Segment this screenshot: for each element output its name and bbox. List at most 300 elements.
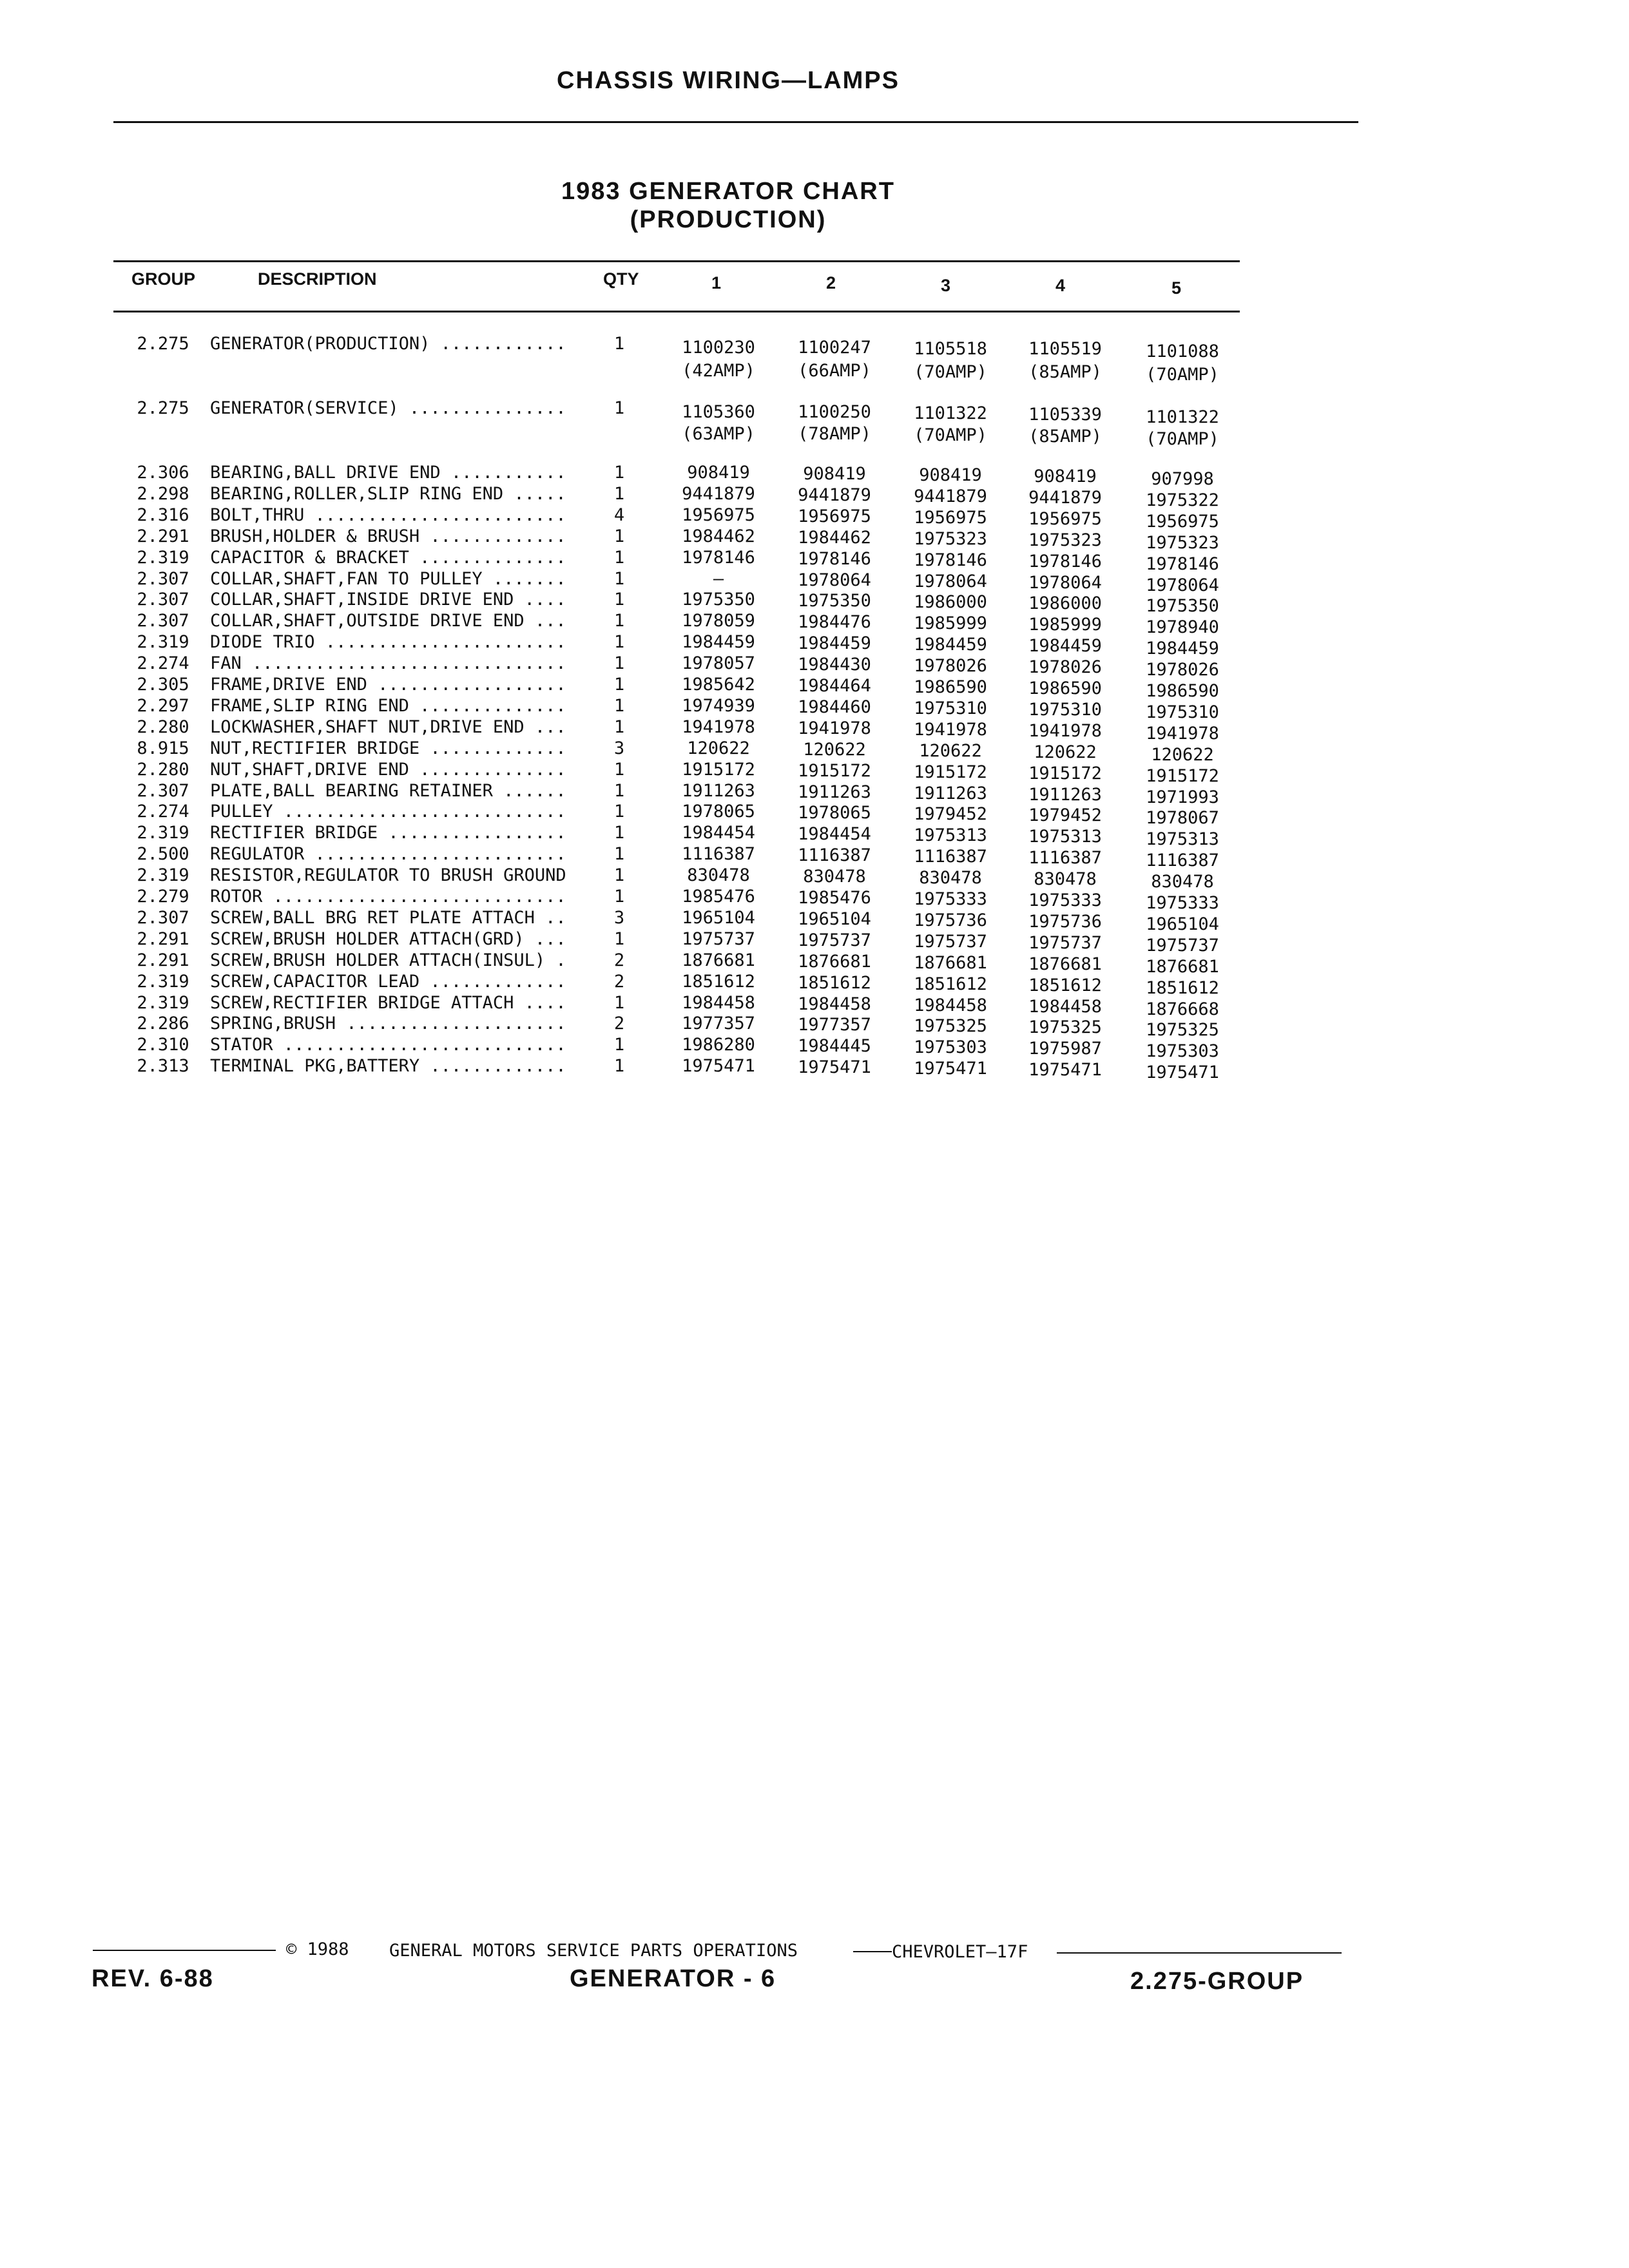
part-cell: 1956975 — [914, 508, 987, 528]
part-cell: 1984458 — [1028, 997, 1102, 1017]
part-cell: 120622 — [1151, 745, 1214, 765]
table-row — [0, 675, 1456, 701]
table-row — [0, 569, 1456, 595]
qty-cell: 1 — [613, 548, 625, 568]
table-row — [0, 1056, 1456, 1082]
table-row — [0, 696, 1456, 722]
part-cell: 1101088 — [1146, 341, 1219, 361]
chart-title-line2: (PRODUCTION) — [630, 206, 827, 233]
qty-cell: 1 — [613, 463, 625, 483]
qty-cell: 3 — [613, 908, 625, 928]
qty-cell: 3 — [613, 738, 625, 758]
table-row — [0, 653, 1456, 680]
part-cell: 1101322 — [1146, 407, 1219, 427]
qty-cell: 1 — [613, 632, 625, 652]
table-row — [0, 717, 1456, 744]
qty-cell: 1 — [613, 334, 625, 354]
part-cell: 1956975 — [1028, 509, 1102, 529]
group-cell: 2.319 — [137, 823, 189, 843]
amp-cell: (42AMP) — [682, 361, 755, 381]
qty-cell: 1 — [613, 696, 625, 716]
description-cell: COLLAR,SHAFT,FAN TO PULLEY ....... — [210, 569, 566, 589]
part-cell: 1971993 — [1146, 787, 1219, 807]
group-cell: 2.307 — [137, 908, 189, 928]
part-cell: 907998 — [1151, 469, 1214, 489]
part-cell: 908419 — [1034, 466, 1097, 486]
part-cell: 1941978 — [1146, 724, 1219, 744]
qty-cell: 1 — [613, 844, 625, 864]
footer-chevrolet: CHEVROLET—17F — [892, 1942, 1028, 1962]
qty-cell: 1 — [613, 1035, 625, 1055]
amp-cell: (70AMP) — [914, 425, 987, 445]
table-row — [0, 844, 1456, 870]
group-cell: 2.319 — [137, 993, 189, 1013]
footer-page-title: GENERATOR - 6 — [570, 1965, 776, 1992]
description-cell: PLATE,BALL BEARING RETAINER ...... — [210, 781, 566, 801]
amp-cell: (63AMP) — [682, 424, 755, 444]
chart-title-line1: 1983 GENERATOR CHART — [561, 178, 895, 205]
part-cell: 1975350 — [682, 590, 755, 610]
description-cell: RESISTOR,REGULATOR TO BRUSH GROUND — [210, 865, 566, 885]
part-cell: 1851612 — [682, 972, 755, 992]
part-cell: 1116387 — [1146, 850, 1219, 870]
part-cell: 1116387 — [798, 845, 871, 865]
part-cell: 1984459 — [798, 633, 871, 653]
part-cell: 1984476 — [798, 612, 871, 632]
group-cell: 2.274 — [137, 653, 189, 673]
qty-cell: 1 — [613, 398, 625, 418]
part-cell: 1986280 — [682, 1035, 755, 1055]
part-cell: 1975313 — [914, 825, 987, 845]
part-cell: 1975333 — [1146, 893, 1219, 913]
column-header-1: 1 — [711, 273, 722, 293]
description-cell: NUT,RECTIFIER BRIDGE ............. — [210, 738, 566, 758]
qty-cell: 1 — [613, 823, 625, 843]
qty-cell: 1 — [613, 569, 625, 589]
description-cell: FRAME,SLIP RING END .............. — [210, 696, 566, 716]
table-row — [0, 929, 1456, 956]
part-cell: 1975310 — [1146, 702, 1219, 722]
amp-cell: (70AMP) — [1146, 429, 1219, 449]
part-cell: 1915172 — [798, 761, 871, 781]
table-row — [0, 1035, 1456, 1061]
part-cell: 1116387 — [682, 844, 755, 864]
amp-cell: (66AMP) — [798, 361, 871, 381]
part-cell: 1975323 — [914, 529, 987, 549]
qty-cell: 1 — [613, 675, 625, 695]
part-cell: 1984454 — [798, 824, 871, 844]
part-cell: 1975322 — [1146, 490, 1219, 510]
group-cell: 2.291 — [137, 929, 189, 949]
part-cell: 830478 — [919, 868, 982, 888]
part-cell: 1978067 — [1146, 808, 1219, 828]
description-cell: BOLT,THRU ........................ — [210, 505, 566, 525]
qty-cell: 2 — [613, 972, 625, 992]
table-row — [0, 972, 1456, 998]
part-cell: 1978026 — [1028, 657, 1102, 677]
part-cell: 1105360 — [682, 402, 755, 422]
part-cell: 1984464 — [798, 676, 871, 696]
part-cell: 1975303 — [914, 1037, 987, 1057]
part-cell: 1984458 — [798, 994, 871, 1014]
part-cell: 1984459 — [1146, 639, 1219, 658]
table-row — [0, 526, 1456, 553]
description-cell: GENERATOR(SERVICE) ............... — [210, 398, 566, 418]
part-cell: 1979452 — [1028, 805, 1102, 825]
part-cell: 1986590 — [1146, 681, 1219, 701]
part-cell: 1978064 — [1146, 575, 1219, 595]
part-cell: 1941978 — [914, 720, 987, 740]
group-cell: 2.319 — [137, 548, 189, 568]
part-cell: 1978940 — [1146, 617, 1219, 637]
group-cell: 2.310 — [137, 1035, 189, 1055]
table-row — [0, 865, 1456, 892]
description-cell: CAPACITOR & BRACKET .............. — [210, 548, 566, 568]
amp-cell: (85AMP) — [1028, 362, 1102, 382]
table-row — [0, 760, 1456, 786]
part-cell: 830478 — [1034, 869, 1097, 889]
description-cell: SCREW,BALL BRG RET PLATE ATTACH .. — [210, 908, 566, 928]
part-cell: 1985476 — [682, 887, 755, 907]
part-cell: 1986000 — [914, 592, 987, 612]
table-row — [0, 781, 1456, 807]
part-cell: 1984445 — [798, 1036, 871, 1056]
table-row — [0, 950, 1456, 977]
group-cell: 2.291 — [137, 526, 189, 546]
table-row — [0, 1014, 1456, 1040]
table-row — [0, 802, 1456, 828]
column-header-qty: QTY — [603, 269, 639, 289]
group-cell: 2.274 — [137, 802, 189, 822]
table-row — [0, 484, 1456, 510]
part-cell: 1986000 — [1028, 593, 1102, 613]
description-cell: GENERATOR(PRODUCTION) ............ — [210, 334, 566, 354]
part-cell: 1975471 — [682, 1056, 755, 1076]
part-cell: 120622 — [687, 738, 750, 758]
part-cell: 830478 — [687, 865, 750, 885]
group-cell: 2.319 — [137, 865, 189, 885]
amp-cell: (70AMP) — [1146, 365, 1219, 385]
description-cell: SCREW,CAPACITOR LEAD ............. — [210, 972, 566, 992]
footer-rule-right — [1057, 1952, 1342, 1954]
part-cell: 1985999 — [914, 613, 987, 633]
footer-group-ref: 2.275-GROUP — [1130, 1968, 1304, 1995]
part-cell: 1101322 — [914, 403, 987, 423]
part-cell: 1978064 — [798, 570, 871, 590]
part-cell: 1975303 — [1146, 1041, 1219, 1061]
description-cell: FRAME,DRIVE END .................. — [210, 675, 566, 695]
group-cell: 2.298 — [137, 484, 189, 504]
part-cell: 1975325 — [1028, 1017, 1102, 1037]
part-cell: 1975737 — [1028, 933, 1102, 953]
table-row — [0, 548, 1456, 574]
part-cell: 1915172 — [1028, 764, 1102, 783]
part-cell: 1977357 — [682, 1014, 755, 1033]
amp-cell: (78AMP) — [798, 424, 871, 444]
part-cell: 120622 — [803, 740, 866, 760]
part-cell: 1978146 — [682, 548, 755, 568]
part-cell: 1975313 — [1028, 827, 1102, 847]
part-cell: 1978146 — [1028, 552, 1102, 572]
description-cell: ROTOR ............................ — [210, 887, 566, 907]
table-row — [0, 505, 1456, 532]
part-cell: 908419 — [803, 464, 866, 484]
page-header-title: CHASSIS WIRING—LAMPS — [557, 67, 900, 94]
description-cell: NUT,SHAFT,DRIVE END .............. — [210, 760, 566, 780]
part-cell: 120622 — [919, 741, 982, 761]
group-cell: 2.313 — [137, 1056, 189, 1076]
part-cell: 1978146 — [1146, 554, 1219, 574]
part-cell: 830478 — [803, 867, 866, 887]
qty-cell: 1 — [613, 760, 625, 780]
part-cell: 1116387 — [1028, 848, 1102, 868]
part-cell: 1915172 — [1146, 766, 1219, 786]
qty-cell: 2 — [613, 950, 625, 970]
part-cell: 1978026 — [1146, 660, 1219, 680]
footer-publisher: GENERAL MOTORS SERVICE PARTS OPERATIONS — [389, 1941, 798, 1961]
part-cell: 1978065 — [682, 802, 755, 822]
part-cell: 1100230 — [682, 338, 755, 358]
part-cell: 1975471 — [1146, 1062, 1219, 1082]
part-cell: 1984462 — [682, 526, 755, 546]
part-cell: 1975737 — [682, 929, 755, 949]
footer-revision: REV. 6-88 — [92, 1965, 214, 1992]
description-cell: TERMINAL PKG,BATTERY ............. — [210, 1056, 566, 1076]
column-header-5: 5 — [1171, 278, 1182, 298]
part-cell: 1975323 — [1028, 530, 1102, 550]
part-cell: 1975737 — [914, 932, 987, 952]
part-cell: 1941978 — [798, 718, 871, 738]
description-cell: LOCKWASHER,SHAFT NUT,DRIVE END ... — [210, 717, 566, 737]
part-cell: 1105519 — [1028, 339, 1102, 359]
table-row-generator-service — [0, 398, 1456, 427]
column-header-description: DESCRIPTION — [258, 269, 377, 289]
group-cell: 2.500 — [137, 844, 189, 864]
part-cell: 1978146 — [914, 550, 987, 570]
group-cell: 2.286 — [137, 1014, 189, 1033]
part-cell: 1965104 — [1146, 914, 1219, 934]
part-cell: 1911263 — [798, 782, 871, 802]
part-cell: 1978057 — [682, 653, 755, 673]
description-cell: RECTIFIER BRIDGE ................. — [210, 823, 566, 843]
qty-cell: 2 — [613, 1014, 625, 1033]
part-cell: 1911263 — [1028, 785, 1102, 805]
part-cell: 1975471 — [1028, 1060, 1102, 1080]
group-cell: 2.307 — [137, 781, 189, 801]
table-top-rule — [113, 260, 1240, 262]
part-cell: 120622 — [1034, 742, 1097, 762]
group-cell: 2.319 — [137, 972, 189, 992]
table-row-generator-production — [0, 334, 1456, 361]
table-row — [0, 993, 1456, 1019]
table-row — [0, 823, 1456, 849]
part-cell: 1975471 — [914, 1059, 987, 1079]
description-cell: COLLAR,SHAFT,OUTSIDE DRIVE END ... — [210, 611, 566, 631]
qty-cell: 1 — [613, 653, 625, 673]
description-cell: SCREW,BRUSH HOLDER ATTACH(INSUL) . — [210, 950, 566, 970]
part-cell: 1911263 — [914, 783, 987, 803]
part-cell: 1975325 — [1146, 1020, 1219, 1040]
group-cell: 2.279 — [137, 887, 189, 907]
footer-rule-left — [93, 1950, 276, 1951]
part-cell: 830478 — [1151, 872, 1214, 892]
amp-cell: (70AMP) — [914, 362, 987, 382]
qty-cell: 1 — [613, 781, 625, 801]
part-cell: 1915172 — [914, 762, 987, 782]
group-cell: 2.307 — [137, 569, 189, 589]
part-cell: 908419 — [919, 465, 982, 485]
part-cell: 1975333 — [914, 889, 987, 909]
column-header-2: 2 — [826, 273, 836, 293]
column-header-group: GROUP — [131, 269, 196, 289]
part-cell: 1985476 — [798, 888, 871, 908]
part-cell: 1911263 — [682, 781, 755, 801]
qty-cell: 1 — [613, 887, 625, 907]
part-cell: 1956975 — [1146, 512, 1219, 532]
table-row-generator-production-amps — [0, 361, 1456, 385]
group-cell: 2.307 — [137, 611, 189, 631]
qty-cell: 4 — [613, 505, 625, 525]
part-cell: 1975350 — [798, 591, 871, 611]
qty-cell: 1 — [613, 929, 625, 949]
description-cell: SPRING,BRUSH ..................... — [210, 1014, 566, 1033]
part-cell: 1985999 — [1028, 615, 1102, 635]
part-cell: 1978065 — [798, 803, 871, 823]
part-cell: 1965104 — [682, 908, 755, 928]
part-cell: 9441879 — [798, 485, 871, 505]
part-cell: 1978064 — [914, 572, 987, 591]
part-cell: 908419 — [687, 463, 750, 483]
part-cell: 1975737 — [1146, 936, 1219, 956]
part-cell: 1975333 — [1028, 890, 1102, 910]
part-cell: 1986590 — [914, 677, 987, 697]
part-cell: 1975313 — [1146, 829, 1219, 849]
part-cell: 1876681 — [682, 950, 755, 970]
part-cell: 1986590 — [1028, 678, 1102, 698]
description-cell: DIODE TRIO ....................... — [210, 632, 566, 652]
group-cell: 2.291 — [137, 950, 189, 970]
part-cell: 1974939 — [682, 696, 755, 716]
part-cell: 1956975 — [682, 505, 755, 525]
group-cell: 2.306 — [137, 463, 189, 483]
qty-cell: 1 — [613, 802, 625, 822]
group-cell: 2.305 — [137, 675, 189, 695]
table-row — [0, 632, 1456, 658]
footer-copyright: © 1988 — [286, 1939, 349, 1959]
part-cell: 1978026 — [914, 656, 987, 676]
part-cell: 1977357 — [798, 1015, 871, 1035]
part-cell: 1975737 — [798, 930, 871, 950]
qty-cell: 1 — [613, 484, 625, 504]
part-cell: 1975310 — [914, 698, 987, 718]
part-cell: 1985642 — [682, 675, 755, 695]
table-row — [0, 590, 1456, 616]
part-cell: 1978064 — [1028, 573, 1102, 593]
qty-cell: 1 — [613, 1056, 625, 1076]
part-cell: 1876681 — [1146, 957, 1219, 977]
description-cell: BEARING,BALL DRIVE END ........... — [210, 463, 566, 483]
group-cell: 2.297 — [137, 696, 189, 716]
part-cell: 1984458 — [914, 995, 987, 1015]
description-cell: BEARING,ROLLER,SLIP RING END ..... — [210, 484, 566, 504]
qty-cell: 1 — [613, 526, 625, 546]
part-cell: 1984459 — [914, 635, 987, 655]
footer-rule-mid — [853, 1951, 892, 1952]
part-cell: 1978059 — [682, 611, 755, 631]
part-cell: 1975987 — [1028, 1039, 1102, 1059]
column-header-4: 4 — [1055, 276, 1066, 295]
description-cell: PULLEY ........................... — [210, 802, 566, 822]
part-cell: 1876681 — [914, 953, 987, 973]
part-cell: 1975310 — [1028, 700, 1102, 720]
group-cell: 2.307 — [137, 590, 189, 610]
part-cell: 1851612 — [798, 973, 871, 993]
header-rule — [113, 121, 1358, 123]
part-cell: 1851612 — [914, 974, 987, 994]
part-cell: 1984462 — [798, 528, 871, 548]
group-cell: 2.275 — [137, 398, 189, 418]
amp-cell: (85AMP) — [1028, 427, 1102, 447]
table-header-rule — [113, 311, 1240, 312]
description-cell: BRUSH,HOLDER & BRUSH ............. — [210, 526, 566, 546]
part-cell: 1941978 — [1028, 721, 1102, 741]
part-cell: 1975736 — [1028, 912, 1102, 932]
description-cell: STATOR ........................... — [210, 1035, 566, 1055]
part-cell: 9441879 — [682, 484, 755, 504]
part-cell: 1975471 — [798, 1057, 871, 1077]
group-cell: 2.280 — [137, 717, 189, 737]
description-cell: FAN .............................. — [210, 653, 566, 673]
part-cell: 1984460 — [798, 697, 871, 717]
group-cell: 2.319 — [137, 632, 189, 652]
part-cell: — — [713, 569, 724, 589]
table-row-generator-service-amps — [0, 424, 1456, 449]
part-cell: 1105339 — [1028, 405, 1102, 425]
qty-cell: 1 — [613, 611, 625, 631]
group-cell: 2.316 — [137, 505, 189, 525]
group-cell: 8.915 — [137, 738, 189, 758]
part-cell: 1975350 — [1146, 596, 1219, 616]
part-cell: 1979452 — [914, 804, 987, 824]
table-row — [0, 887, 1456, 913]
table-row — [0, 611, 1456, 637]
part-cell: 1100247 — [798, 338, 871, 358]
part-cell: 1116387 — [914, 847, 987, 867]
description-cell: COLLAR,SHAFT,INSIDE DRIVE END .... — [210, 590, 566, 610]
part-cell: 1851612 — [1146, 978, 1219, 998]
description-cell: REGULATOR ........................ — [210, 844, 566, 864]
part-cell: 1975323 — [1146, 533, 1219, 553]
part-cell: 9441879 — [914, 486, 987, 506]
part-cell: 1984454 — [682, 823, 755, 843]
part-cell: 1984458 — [682, 993, 755, 1013]
qty-cell: 1 — [613, 993, 625, 1013]
part-cell: 1915172 — [682, 760, 755, 780]
table-row — [0, 738, 1456, 765]
column-header-3: 3 — [941, 276, 951, 295]
qty-cell: 1 — [613, 865, 625, 885]
part-cell: 1984430 — [798, 655, 871, 675]
part-cell: 1876681 — [1028, 954, 1102, 974]
part-cell: 1965104 — [798, 909, 871, 929]
part-cell: 1851612 — [1028, 975, 1102, 995]
part-cell: 1984459 — [1028, 636, 1102, 656]
part-cell: 1105518 — [914, 339, 987, 359]
qty-cell: 1 — [613, 717, 625, 737]
part-cell: 1975736 — [914, 910, 987, 930]
group-cell: 2.275 — [137, 334, 189, 354]
part-cell: 1984459 — [682, 632, 755, 652]
